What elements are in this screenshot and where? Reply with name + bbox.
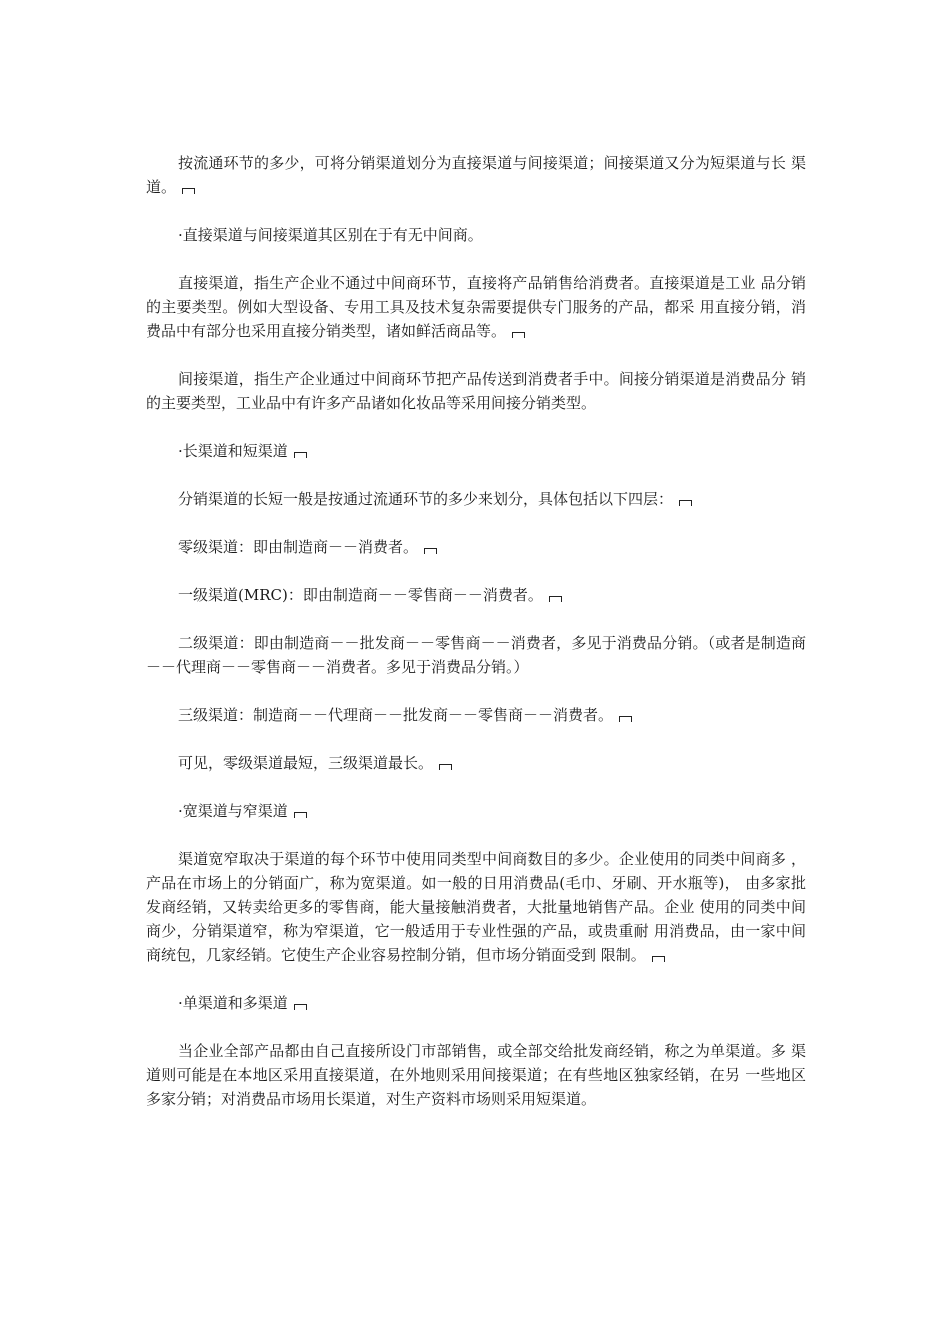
paragraph-text: 三级渠道：制造商－－代理商－－批发商－－零售商－－消费者。 (178, 706, 614, 724)
paragraph-end-mark-icon (294, 1004, 307, 1010)
paragraph-third-level (146, 703, 806, 727)
heading-text: ·宽渠道与窄渠道 (178, 802, 288, 820)
paragraph-direct-channel (146, 271, 806, 343)
paragraph-zero-level (146, 535, 806, 559)
paragraph-end-mark-icon (512, 332, 525, 338)
paragraph-channel-length (146, 487, 806, 511)
paragraph-conclusion (146, 751, 806, 775)
paragraph-end-mark-icon (439, 764, 452, 770)
heading-single-multi (146, 991, 806, 1015)
heading-text: ·长渠道和短渠道 (178, 442, 288, 460)
paragraph-text: 当企业全部产品都由自己直接所设门市部销售，或全部交给批发商经销，称之为单渠道。多 渠道则可能是在本地区采用直接渠道，在外地则采用间接渠道；在有些地区独家经销，在另 一些地区多家分销；对消费品市场用长渠道，对生产资料市场则采用短渠道。 (146, 1042, 806, 1108)
paragraph-text: 一级渠道(MRC)：即由制造商－－零售商－－消费者。 (178, 586, 543, 604)
paragraph-text: 二级渠道：即由制造商－－批发商－－零售商－－消费者，多见于消费品分销。（或者是制造商－－代理商－－零售商－－消费者。多见于消费品分销。） (146, 634, 806, 676)
paragraph-text: 间接渠道，指生产企业通过中间商环节把产品传送到消费者手中。间接分销渠道是消费品分 销的主要类型，工业品中有许多产品诸如化妆品等采用间接分销类型。 (146, 370, 806, 412)
paragraph-end-mark-icon (424, 548, 437, 554)
paragraph-text: 可见，零级渠道最短，三级渠道最长。 (178, 754, 434, 772)
heading-long-short (146, 439, 806, 463)
heading-text: ·直接渠道与间接渠道其区别在于有无中间商。 (178, 226, 483, 244)
paragraph-single-multi-channel (146, 1039, 806, 1111)
document-body (146, 151, 806, 1135)
heading-wide-narrow (146, 799, 806, 823)
paragraph-text: 零级渠道：即由制造商－－消费者。 (178, 538, 419, 556)
heading-direct-indirect (146, 223, 806, 247)
paragraph-text: 分销渠道的长短一般是按通过流通环节的多少来划分，具体包括以下四层： (178, 490, 674, 508)
paragraph-indirect-channel (146, 367, 806, 415)
paragraph-second-level (146, 631, 806, 679)
paragraph-channel-classification (146, 151, 806, 199)
paragraph-end-mark-icon (652, 956, 665, 962)
paragraph-first-level (146, 583, 806, 607)
paragraph-text: 按流通环节的多少，可将分销渠道划分为直接渠道与间接渠道；间接渠道又分为短渠道与长 渠道。 (146, 154, 806, 196)
paragraph-end-mark-icon (294, 812, 307, 818)
paragraph-channel-width (146, 847, 806, 967)
paragraph-end-mark-icon (679, 500, 692, 506)
paragraph-end-mark-icon (182, 188, 195, 194)
paragraph-text: 直接渠道，指生产企业不通过中间商环节，直接将产品销售给消费者。直接渠道是工业 品分销的主要类型。例如大型设备、专用工具及技术复杂需要提供专门服务的产品，都采 用直接分销，消费品中有部分也采用直接分销类型，诸如鲜活商品等。 (146, 274, 806, 340)
paragraph-end-mark-icon (549, 596, 562, 602)
heading-text: ·单渠道和多渠道 (178, 994, 288, 1012)
paragraph-text: 渠道宽窄取决于渠道的每个环节中使用同类型中间商数目的多少。企业使用的同类中间商多 ，产品在市场上的分销面广，称为宽渠道。如一般的日用消费品(毛巾、牙刷、开水瓶等)， 由多家批发商经销，又转卖给更多的零售商，能大量接触消费者，大批量地销售产品。企业 使用的同类中间商少，分销渠道窄，称为窄渠道，它一般适用于专业性强的产品，或贵重耐 用消费品，由一家中间商统包，几家经销。它使生产企业容易控制分销，但市场分销面受到 限制。 (146, 850, 806, 964)
paragraph-end-mark-icon (294, 452, 307, 458)
paragraph-end-mark-icon (619, 716, 632, 722)
